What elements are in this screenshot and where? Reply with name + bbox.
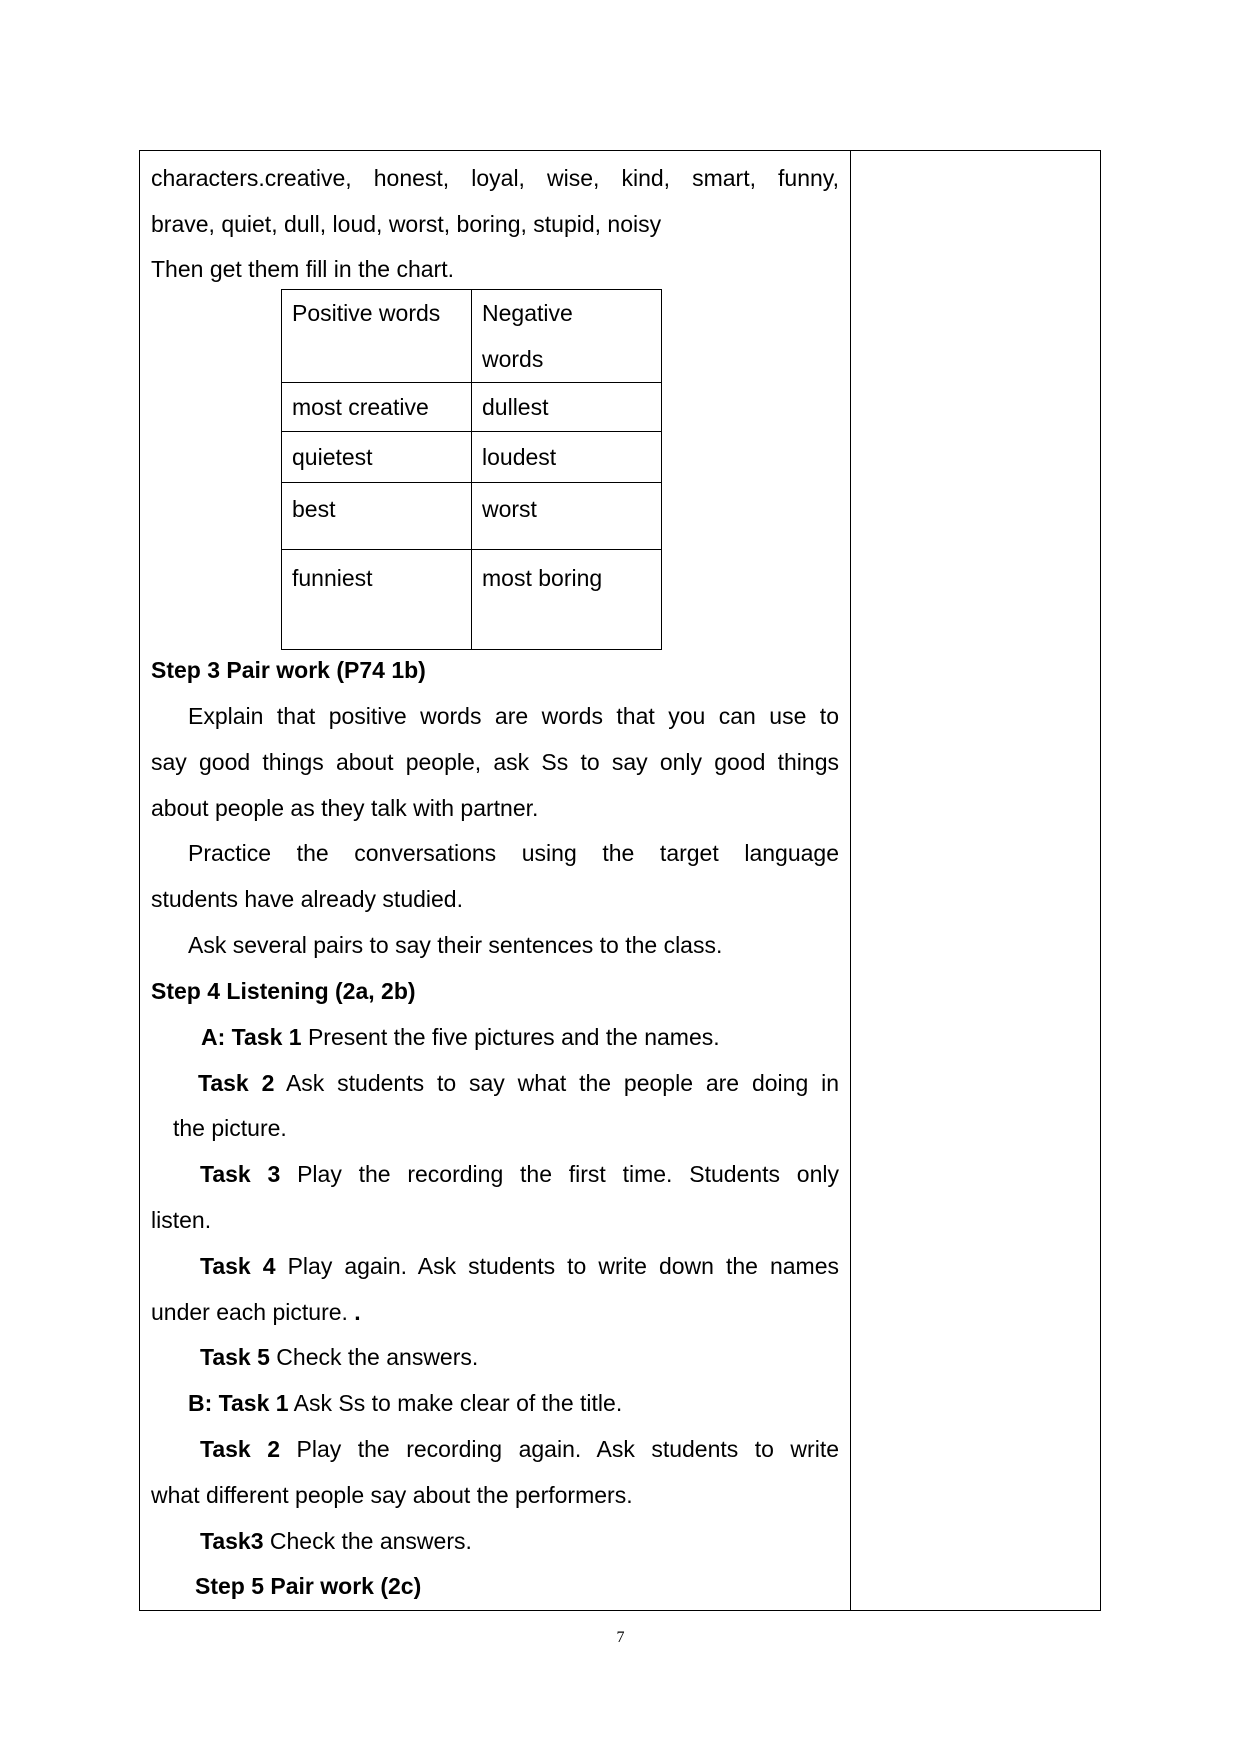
task-label: Task3 xyxy=(200,1528,264,1554)
step4-a-task5 xyxy=(200,1343,478,1371)
step4-b-task2-line1 xyxy=(200,1435,839,1463)
chart-cell: most boring xyxy=(472,550,662,650)
task-text: Present the five pictures and the names. xyxy=(301,1024,720,1050)
instruction-line: Then get them fill in the chart. xyxy=(151,256,454,282)
step4-a-task2-line1 xyxy=(198,1069,839,1097)
task-text: Ask students to say what the people are doing in xyxy=(274,1070,839,1096)
step3-para3: Ask several pairs to say their sentences to the class. xyxy=(188,932,723,958)
chart-cell: loudest xyxy=(472,432,662,483)
step4-a-task3-line2: listen. xyxy=(151,1207,212,1233)
step3-para1-line2: say good things about people, ask Ss to say only good things xyxy=(151,749,839,775)
task-text: under each picture. xyxy=(151,1299,355,1325)
step5-heading: Step 5 Pair work (2c) xyxy=(195,1573,422,1599)
task-text: Check the answers. xyxy=(269,1344,479,1370)
task-label: A: Task 1 xyxy=(201,1024,302,1050)
task-dot: . xyxy=(354,1299,361,1325)
task-label: Task 2 xyxy=(198,1070,275,1096)
chart-header-negative-text: Negative words xyxy=(482,300,573,372)
positive-negative-chart xyxy=(281,289,662,650)
step4-heading: Step 4 Listening (2a, 2b) xyxy=(151,978,416,1004)
column-divider xyxy=(850,150,851,1611)
chart-cell: funniest xyxy=(282,550,472,650)
step4-a-task3-line1 xyxy=(200,1160,839,1188)
step4-a-task1 xyxy=(201,1023,720,1051)
chart-cell: worst xyxy=(472,483,662,550)
chart-cell: best xyxy=(282,483,472,550)
chart-cell: most creative xyxy=(282,383,472,432)
chart-header-negative xyxy=(472,290,662,383)
chart-header-positive: Positive words xyxy=(282,290,472,383)
step4-a-task2-line2: the picture. xyxy=(173,1115,287,1141)
step4-b-task3 xyxy=(200,1527,472,1555)
task-text: Play the recording again. Ask students to write xyxy=(280,1436,839,1462)
step3-para1-line1: Explain that positive words are words that you can use to xyxy=(188,703,839,729)
task-label: Task 2 xyxy=(200,1436,281,1462)
chart-cell: quietest xyxy=(282,432,472,483)
task-text: Play again. Ask students to write down the names xyxy=(275,1253,839,1279)
task-text: Play the recording the first time. Students only xyxy=(280,1161,839,1187)
vocab-line-2: brave, quiet, dull, loud, worst, boring, stupid, noisy xyxy=(151,211,662,237)
task-text: Ask Ss to make clear of the title. xyxy=(288,1390,623,1416)
step3-para1-line3: about people as they talk with partner. xyxy=(151,795,539,821)
task-label: Task 3 xyxy=(200,1161,281,1187)
step4-b-task1 xyxy=(188,1389,622,1417)
step3-para2-line1: Practice the conversations using the target language xyxy=(188,840,839,866)
task-text: Check the answers. xyxy=(263,1528,472,1554)
step4-a-task4-line2 xyxy=(151,1298,361,1326)
task-label: Task 4 xyxy=(200,1253,276,1279)
step4-a-task4-line1 xyxy=(200,1252,839,1280)
task-label: B: Task 1 xyxy=(188,1390,289,1416)
chart-cell: dullest xyxy=(472,383,662,432)
step4-b-task2-line2: what different people say about the performers. xyxy=(151,1482,633,1508)
vocab-line-1: characters.creative, honest, loyal, wise, kind, smart, funny, xyxy=(151,165,839,191)
step3-para2-line2: students have already studied. xyxy=(151,886,463,912)
task-label: Task 5 xyxy=(200,1344,270,1370)
step3-heading: Step 3 Pair work (P74 1b) xyxy=(151,657,426,683)
page-number: 7 xyxy=(616,1629,625,1646)
